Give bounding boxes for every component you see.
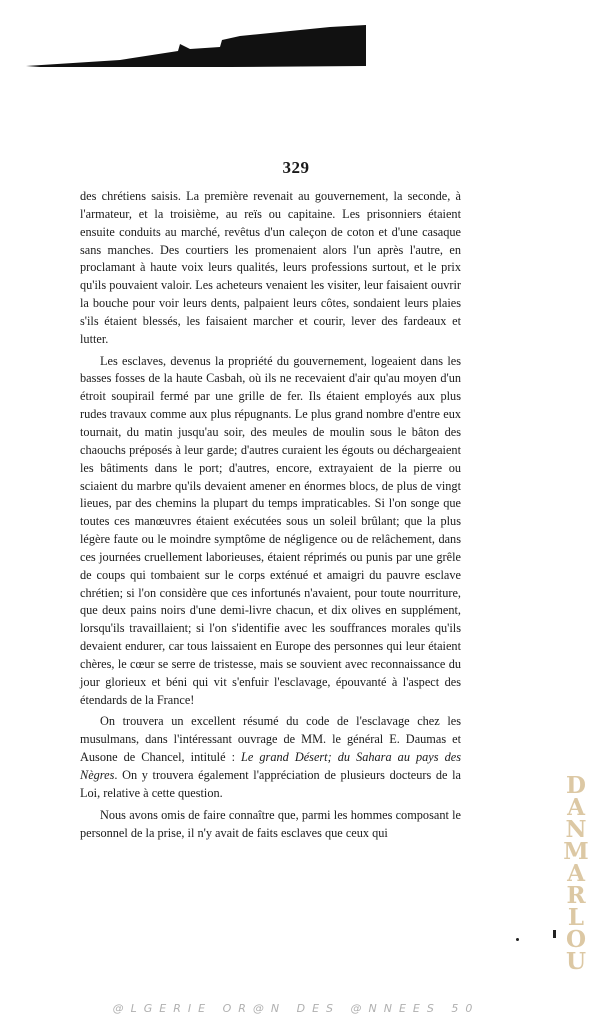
side-watermark-letter: R xyxy=(566,882,586,909)
paragraph-1: des chrétiens saisis. La première revenait au gouvernement, la seconde, à l'armateur, et la troisième, au reïs ou capitaine. Les prisonniers étaient ensuite conduits au marché, revêtus d'un caleçon de coton et d'une casaque sans manches. Des courtiers les promenaient alors l'un après l'autre, en proclamant à haute voix leurs qualités, leurs professions surtout, et le prix qu'ils pouvaient valoir. Les acheteurs venaient les visiter, leur faisaient ouvrir la bouche pour voir leurs dents, palpaient leurs côtes, sondaient leurs plaies s'ils étaient blessés, les faisaient marcher et courir, lever des fardeaux et lutter. xyxy=(80,189,461,346)
paragraph-4: Nous avons omis de faire connaître que, parmi les hommes composant le personnel de la prise, il n'y avait de faits esclaves que ceux qui xyxy=(80,807,461,840)
stray-ink-mark xyxy=(553,930,556,938)
stray-ink-dot xyxy=(516,938,519,941)
footer-watermark: @LGERIE OR@N DES @NNEES 50 xyxy=(112,1002,480,1015)
side-watermark-letter: A xyxy=(567,860,585,887)
paragraph-3 xyxy=(80,713,461,802)
paragraph-3-end: . On y trouvera également l'appréciation de plusieurs docteurs de la Loi, relative à cette question. xyxy=(80,768,461,800)
paragraph-3-start: On trouvera un excellent résumé du code de l'esclavage chez les musulmans, dans l'intéressant ouvrage de MM. le général E. Daumas et Ausone de Chancel, intitulé : xyxy=(80,714,461,765)
scan-edge-shape xyxy=(26,25,366,67)
page-number: 329 xyxy=(282,158,310,177)
scan-edge-mark xyxy=(0,0,592,80)
side-watermark-letter: N xyxy=(565,816,587,843)
body-text xyxy=(80,188,461,842)
side-watermark-letter: O xyxy=(565,926,587,953)
side-watermark-letter: A xyxy=(567,794,585,821)
side-watermark-letter: M xyxy=(563,838,589,865)
side-watermark-letter: D xyxy=(566,772,586,799)
side-watermark xyxy=(560,772,592,975)
book-title: Le grand Désert; du Sahara au pays des Nègres xyxy=(80,750,461,782)
paragraph-2: Les esclaves, devenus la propriété du gouvernement, logeaient dans les basses fosses de la haute Casbah, où ils ne recevaient d'air qu'au moyen d'un étroit soupirail fermé par une grille de fer. Ils étaient employés aux plus rudes travaux comme aux plus répugnants. Le plus grand nombre d'entre eux tournait, du matin jusqu'au soir, des meules de moulin sous le bâton des chaouchs préposés à leur garde; d'autres curaient les égouts ou déchargeaient les bâtiments dans le port; d'autres, encore, extrayaient de la pierre ou sciaient du marbre qu'ils devaient amener en énormes blocs, de plus de vingt lieues, par des chemins la plupart du temps impraticables. Si l'on songe que toutes ces manœuvres étaient exécutées sous un soleil brûlant; que la plus légère faute ou le moindre symptôme de négligence ou de relâchement, dans ces journées cruellement laborieuses, étaient réprimés ou punis par une grêle de coups qui tombaient sur le corps exténué et amaigri du pauvre esclave chrétien; si l'on considère que ces infortunés n'avaient, pour toute nourriture, que deux pains noirs d'une demi-livre chacun, et dix olives en supplément, lorsqu'ils travaillaient; si l'on s'identifie avec les souffrances morales qu'ils devaient endurer, car tous laissaient en Europe des personnes qui leur étaient chères, le cœur se serre de tristesse, mais se souvient avec reconnaissance du jour glorieux et béni qui vit s'enfuir l'esclavage, épouvanté à l'aspect des étendards de la France! xyxy=(80,353,461,707)
side-watermark-letter: U xyxy=(565,948,587,975)
side-watermark-letter: L xyxy=(567,904,585,931)
